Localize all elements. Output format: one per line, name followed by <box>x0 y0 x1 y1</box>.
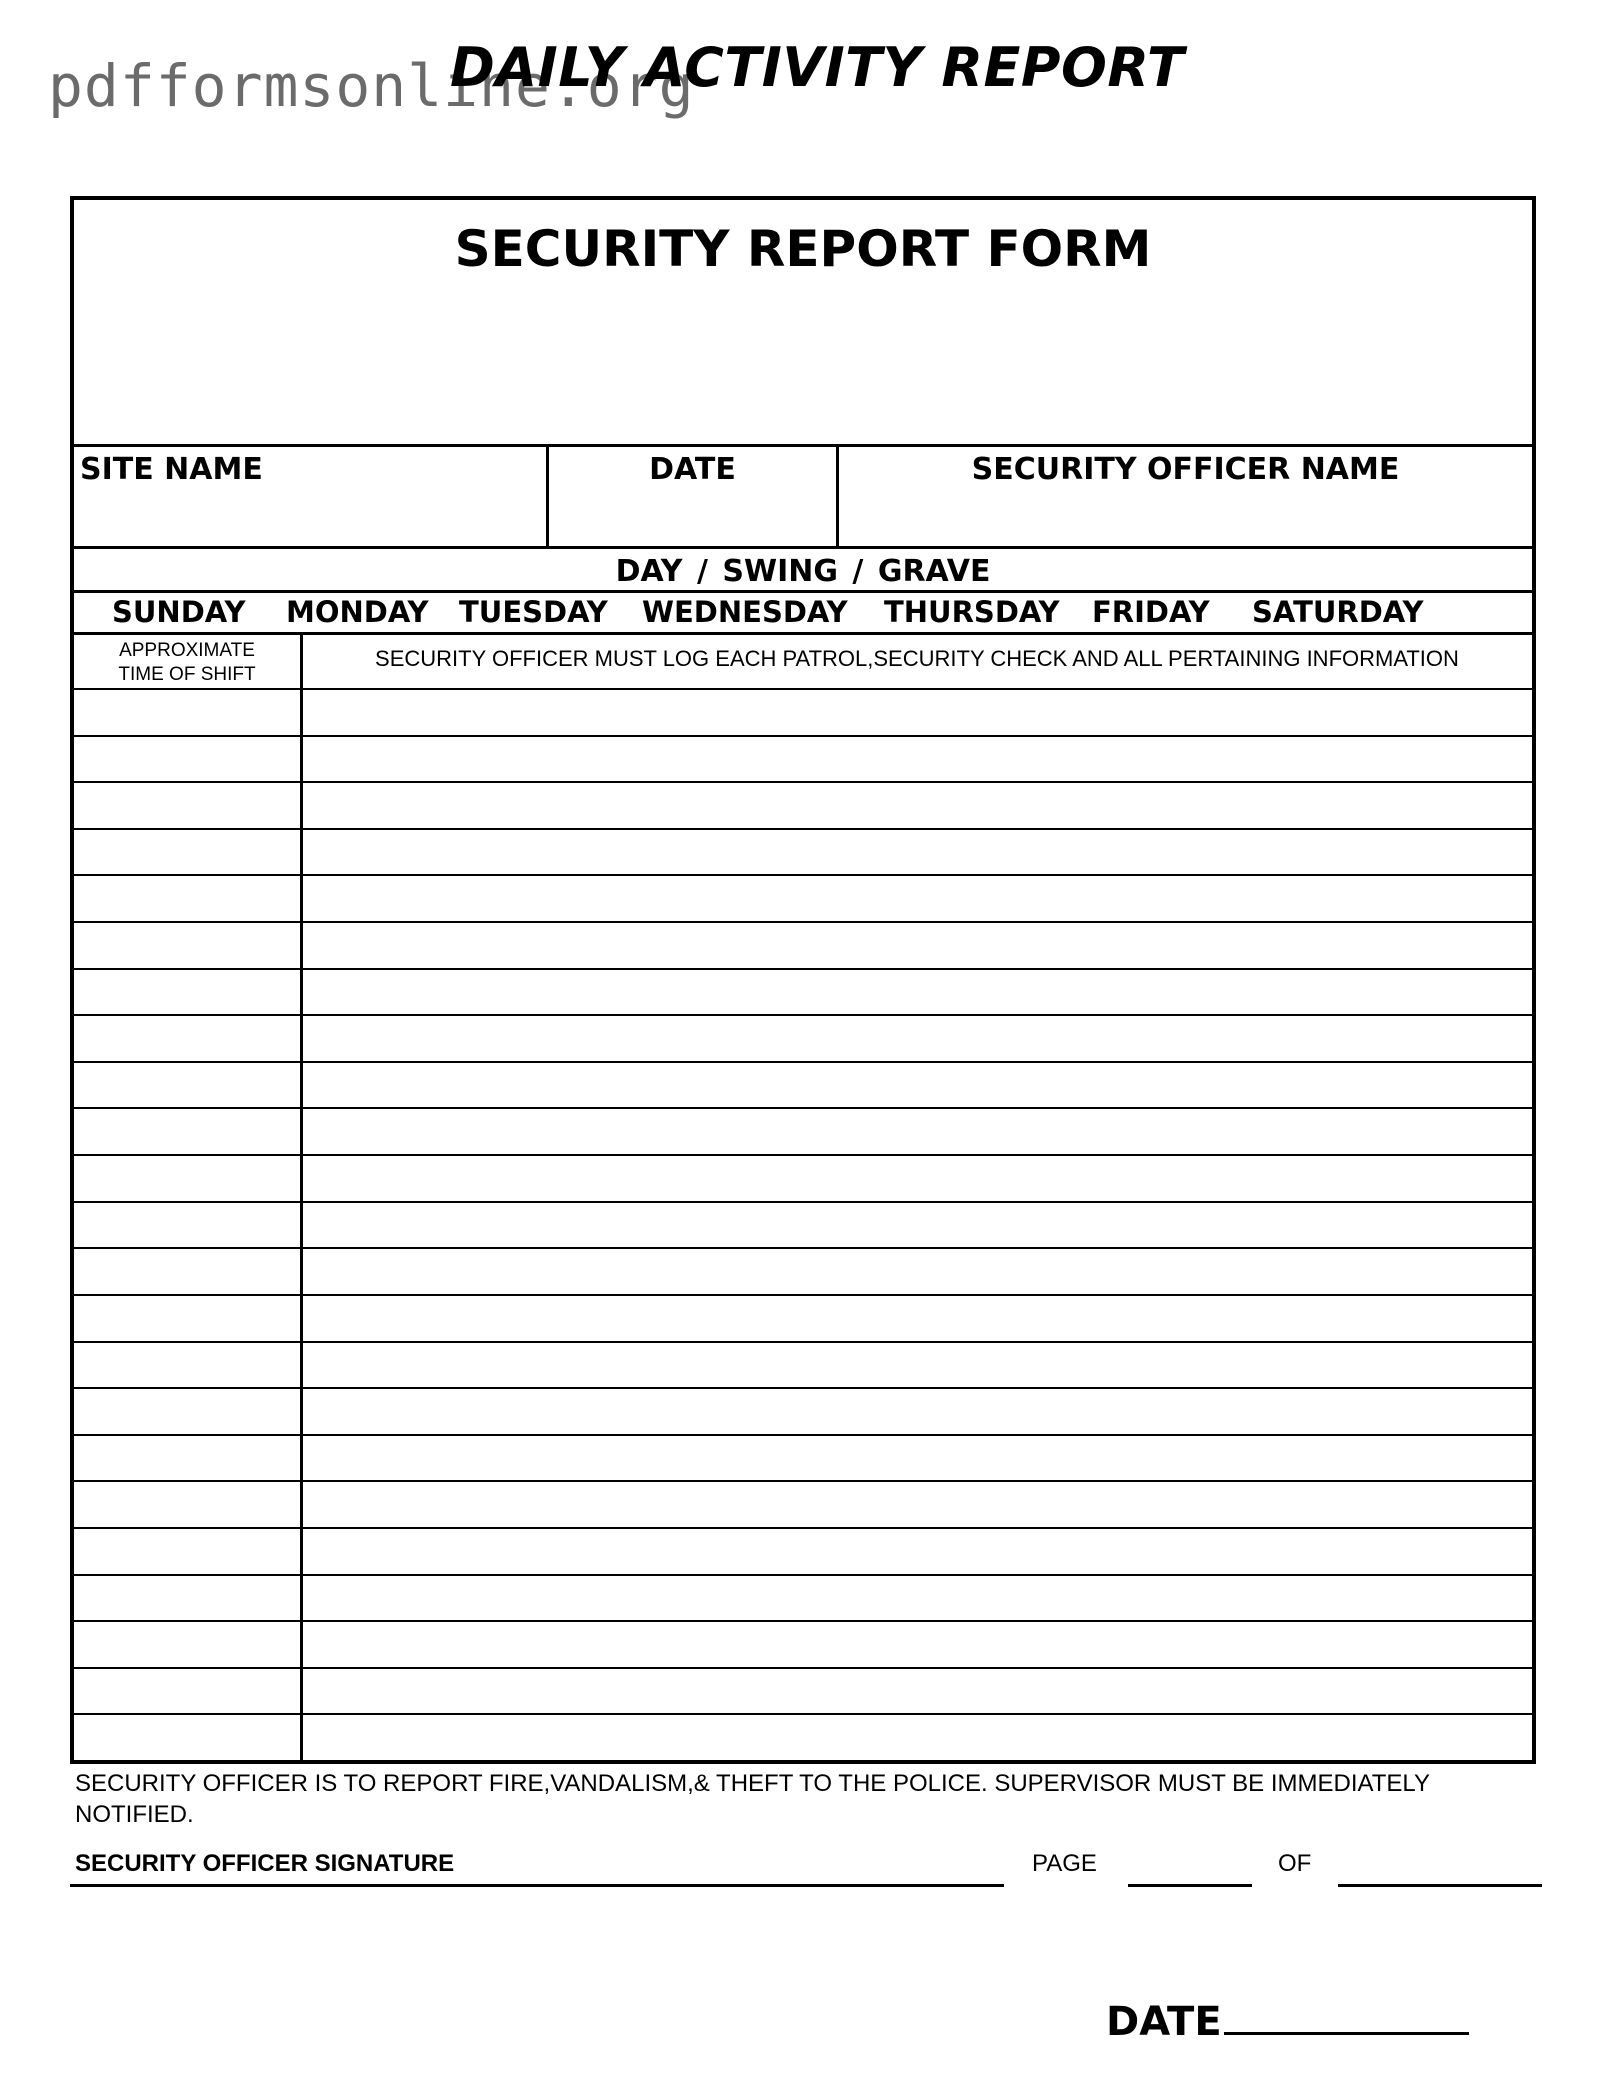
table-row[interactable] <box>74 1341 1532 1343</box>
day-options <box>74 595 1532 635</box>
day-wednesday[interactable]: WEDNESDAY <box>642 595 848 629</box>
table-row[interactable] <box>74 1014 1532 1016</box>
date-label: DATE <box>649 452 736 487</box>
day-monday[interactable]: MONDAY <box>286 595 429 629</box>
table-row[interactable] <box>74 1387 1532 1389</box>
bottom-date <box>1106 1996 1469 2045</box>
day-thursday[interactable]: THURSDAY <box>884 595 1060 629</box>
table-row[interactable] <box>74 781 1532 783</box>
time-of-shift-header <box>74 639 300 687</box>
divider <box>74 590 1532 593</box>
form-title: SECURITY REPORT FORM <box>454 220 1152 278</box>
table-row[interactable] <box>74 735 1532 737</box>
column-divider <box>300 632 303 1760</box>
table-row[interactable] <box>74 1294 1532 1296</box>
of-label: OF <box>1278 1850 1312 1877</box>
table-row[interactable] <box>74 1154 1532 1156</box>
bottom-date-field[interactable] <box>1224 1996 1469 2035</box>
divider <box>74 444 1532 447</box>
table-row[interactable] <box>74 1247 1532 1249</box>
table-row[interactable] <box>74 1527 1532 1529</box>
signature-label: SECURITY OFFICER SIGNATURE <box>75 1850 455 1877</box>
reporting-notice: SECURITY OFFICER IS TO REPORT FIRE,VANDALISM,& THEFT TO THE POLICE. SUPERVISOR MUST BE IMMEDIATELY NOTIFIED. <box>75 1770 1430 1828</box>
table-row[interactable] <box>74 1620 1532 1622</box>
page-total-field[interactable] <box>1338 1884 1542 1887</box>
day-friday[interactable]: FRIDAY <box>1092 595 1210 629</box>
day-saturday[interactable]: SATURDAY <box>1252 595 1424 629</box>
table-row[interactable] <box>74 874 1532 876</box>
table-row[interactable] <box>74 688 1532 690</box>
table-row[interactable] <box>74 1107 1532 1109</box>
document-title: DAILY ACTIVITY REPORT <box>450 36 1185 99</box>
table-row[interactable] <box>74 1667 1532 1669</box>
shift-options[interactable]: DAY / SWING / GRAVE <box>615 554 991 589</box>
time-header-line1: APPROXIMATE <box>119 640 255 661</box>
table-row[interactable] <box>74 1434 1532 1436</box>
divider <box>74 546 1532 549</box>
divider <box>74 632 1532 635</box>
time-header-line2: TIME OF SHIFT <box>118 664 256 685</box>
day-tuesday[interactable]: TUESDAY <box>459 595 608 629</box>
page-number-field[interactable] <box>1128 1884 1252 1887</box>
day-sunday[interactable]: SUNDAY <box>112 595 246 629</box>
page-label: PAGE <box>1032 1850 1097 1877</box>
signature-line[interactable] <box>70 1884 1004 1887</box>
bottom-date-label: DATE <box>1106 1999 1222 2045</box>
watermark-logo: pdfformsonline.org <box>48 52 695 120</box>
table-row[interactable] <box>74 828 1532 830</box>
site-name-label: SITE NAME <box>80 452 263 487</box>
table-row[interactable] <box>74 968 1532 970</box>
officer-name-label: SECURITY OFFICER NAME <box>971 452 1400 487</box>
table-row[interactable] <box>74 1061 1532 1063</box>
table-row[interactable] <box>74 1574 1532 1576</box>
table-row[interactable] <box>74 1480 1532 1482</box>
table-row[interactable] <box>74 1201 1532 1203</box>
table-row[interactable] <box>74 921 1532 923</box>
security-report-form <box>70 196 1536 1764</box>
table-row[interactable] <box>74 1713 1532 1715</box>
log-instruction-header: SECURITY OFFICER MUST LOG EACH PATROL,SECURITY CHECK AND ALL PERTAINING INFORMATION <box>375 646 1459 671</box>
